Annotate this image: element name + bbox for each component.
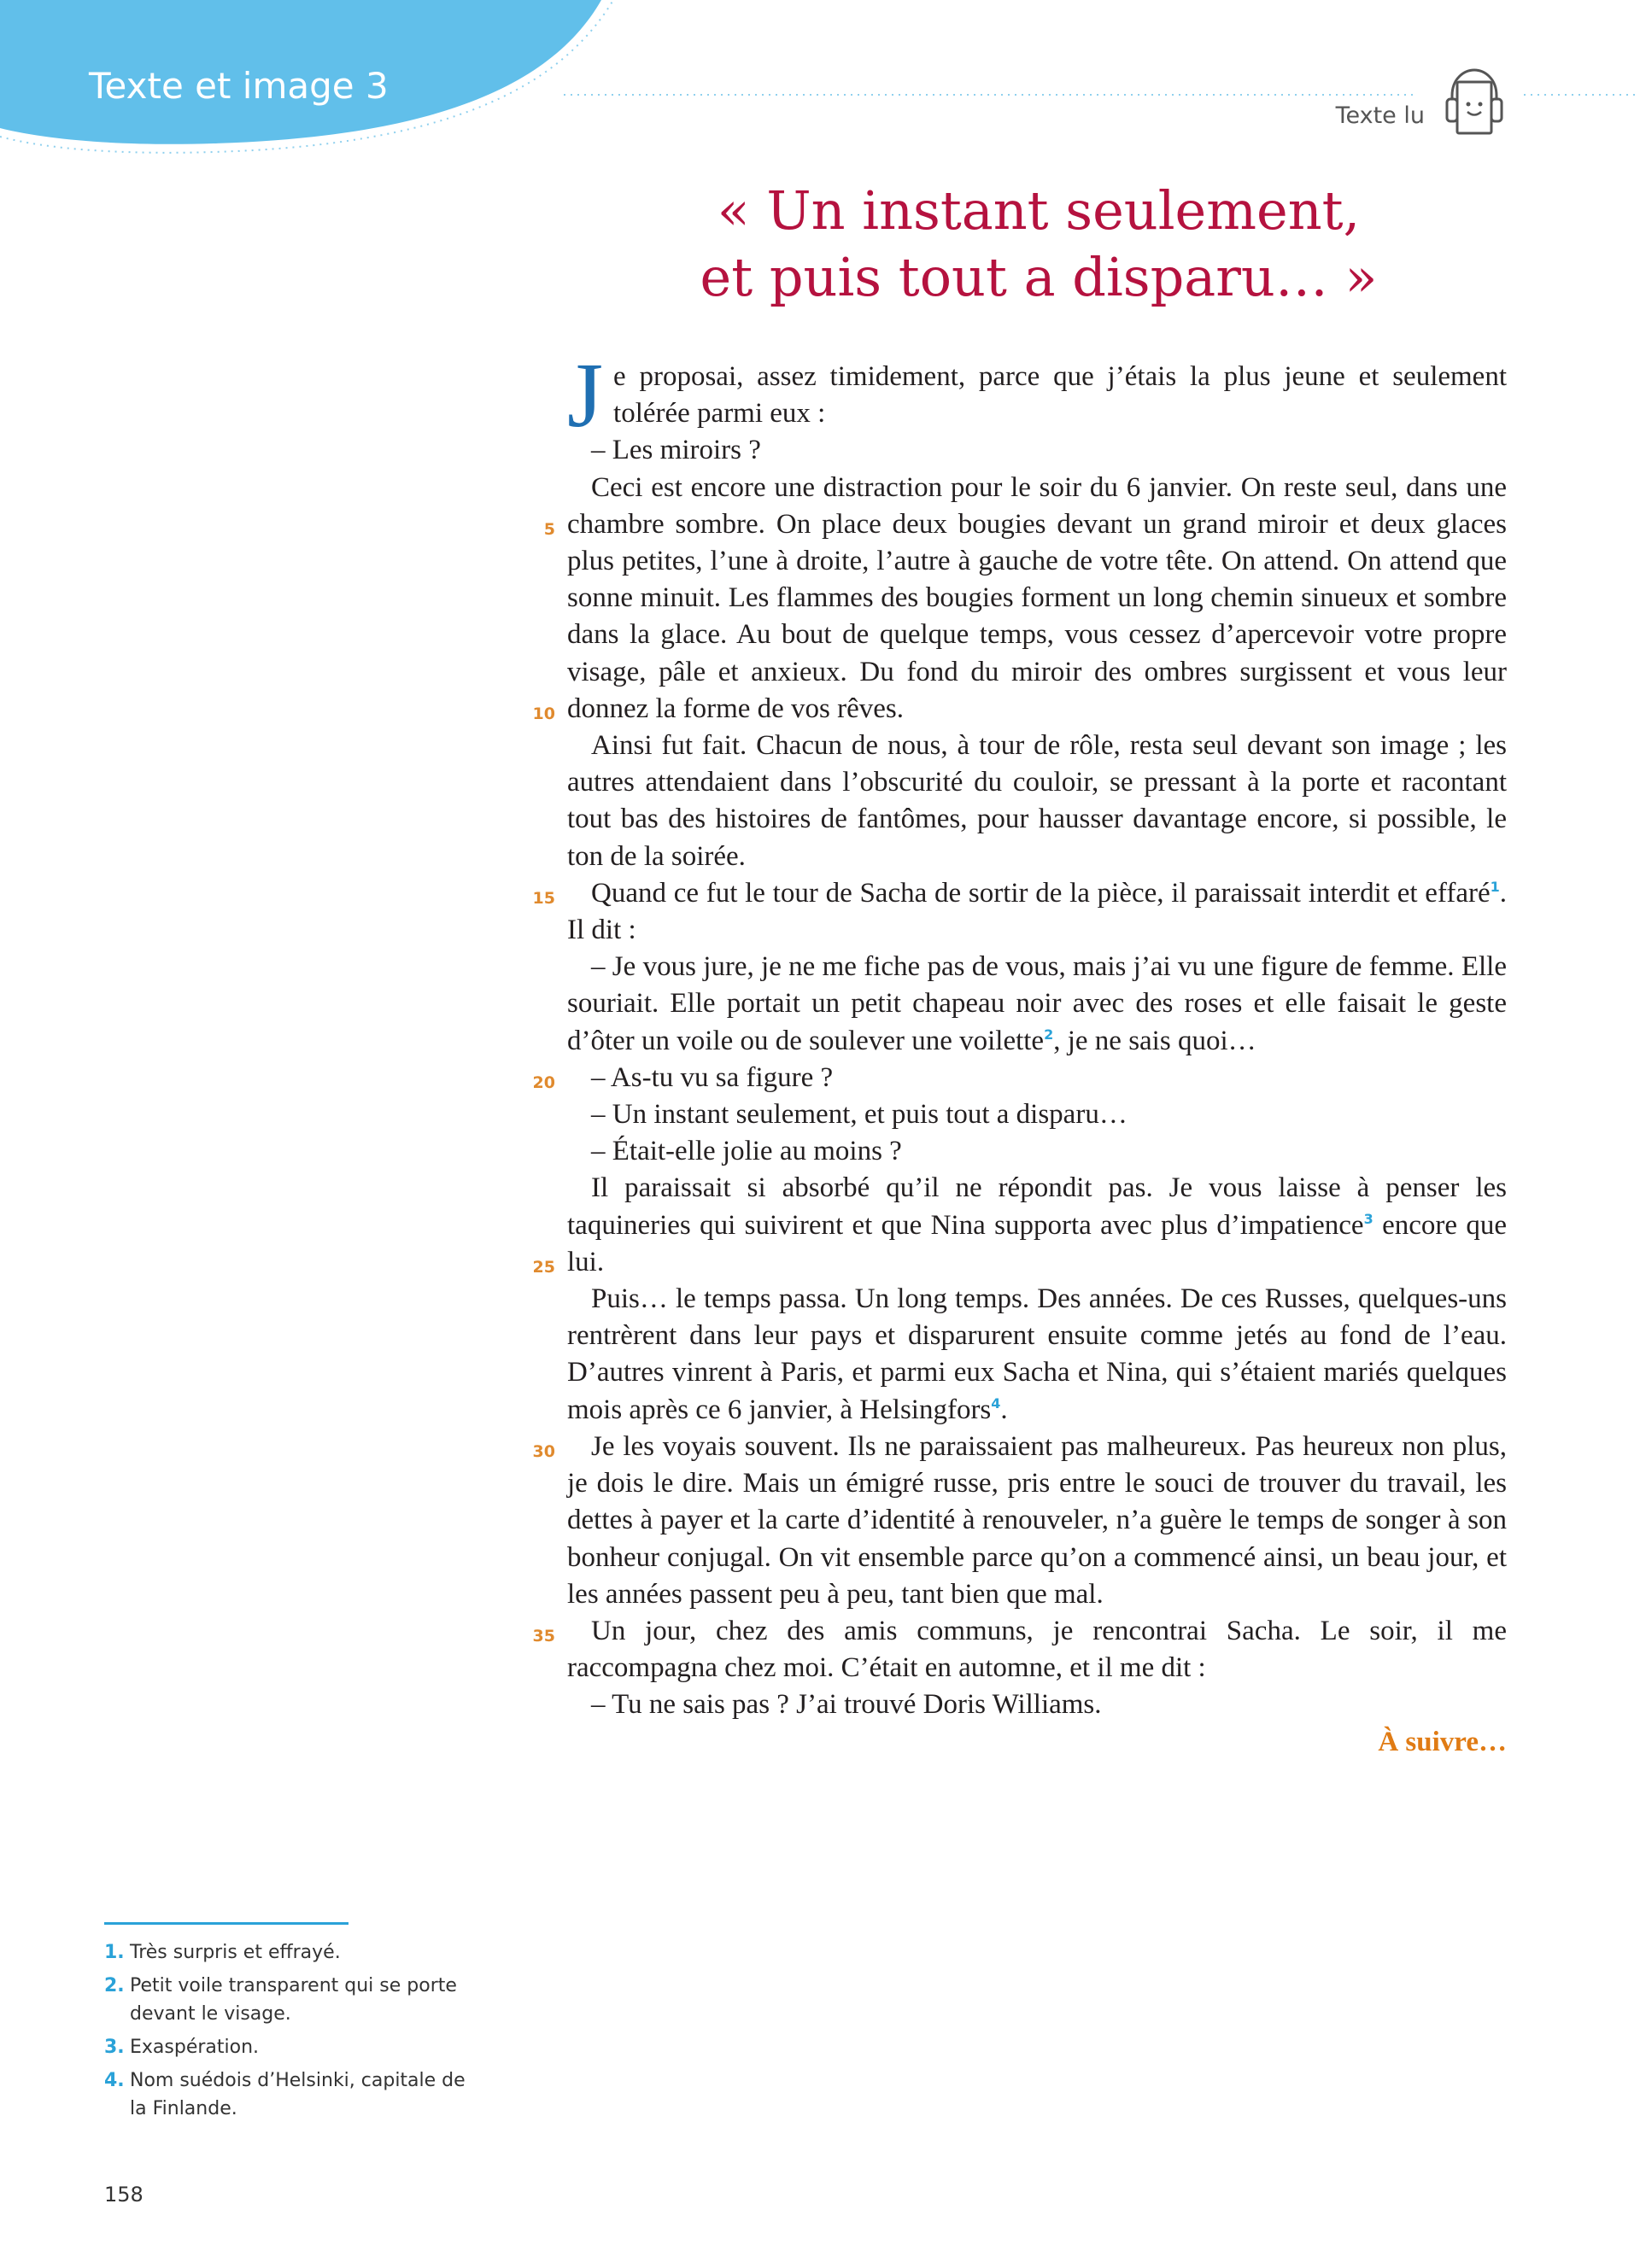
paragraph: Ainsi fut fait. Chacun de nous, à tour de rôle, resta seul devant son image ; les autres attendaient dans l’obscurité du couloir, se pressant à la porte et racontant tout bas des histoires de fantômes, pour hausser davantage encore, si possible, le ton de la soirée. [567,730,1507,872]
paragraph: Quand ce fut le tour de Sacha de sortir de la pièce, il paraissait interdit et effaré$^1$. Il dit : [567,877,1507,946]
page-number: 158 [104,2183,144,2207]
line-number: 20 [532,1073,555,1092]
footnote-ref[interactable]: 4 [991,1394,1001,1412]
to-be-continued: À suivre… [1378,1726,1507,1757]
line-number: 30 [532,1442,555,1461]
footnote-ref[interactable]: 3 [1363,1210,1374,1227]
line-number: 25 [532,1258,555,1277]
footnote-number: 3. [104,2037,125,2058]
paragraph: Puis… le temps passa. Un long temps. Des années. De ces Russes, quelques-uns rentrèrent dans leur pays et disparurent ensuite comme jetés au fond de l’eau. D’autres vinrent à Paris, et parmi eux Sacha et Nina, qui s’étaient mariés quelques mois après ce 6 janvier, à Helsingfors$^4$. [567,1283,1507,1425]
paragraph: – Un instant seulement, et puis tout a disparu… [591,1099,1128,1131]
paragraph: Un jour, chez des amis communs, je rencontrai Sacha. Le soir, il me raccompagna chez moi. C’était en automne, et il me dit : [567,1615,1507,1684]
line-number: 5 [543,520,555,539]
footnote-number: 4. [104,2070,125,2091]
drop-cap: J [567,345,604,447]
line-number: 10 [532,704,555,723]
footnote-text: Nom suédois d’Helsinki, capitale de la Finlande. [130,2070,466,2119]
footnote [104,2066,472,2123]
paragraph: – Je vous jure, je ne me fiche pas de vous, mais j’ai vu une figure de femme. Elle souriait. Elle portait un petit chapeau noir avec des roses et elle faisait le geste d’ôter un voile ou de soulever une voilette$^2$, je ne sais quoi… [567,951,1507,1056]
paragraph: Je proposai, assez timidement, parce que j’étais la plus jeune et seulement tolérée parmi eux : [567,345,1507,447]
footnote-number: 2. [104,1975,125,1996]
paragraph: – As-tu vu sa figure ? [591,1061,834,1093]
footnote-text: Petit voile transparent qui se porte devant le visage. [130,1975,457,2025]
paragraph: – Était-elle jolie au moins ? [591,1136,902,1167]
footnote-text: Très surpris et effrayé. [130,1942,341,1963]
audio-label: Texte lu [1335,102,1425,129]
footnote-ref[interactable]: 1 [1490,878,1500,895]
story-text [567,345,1508,1761]
section-title: Texte et image 3 [89,65,389,107]
paragraph: – Tu ne sais pas ? J’ai trouvé Doris Williams. [591,1689,1102,1721]
footnote-number: 1. [104,1942,125,1963]
title-line-1: « Un instant seulement, [717,179,1361,242]
paragraph: Je les voyais souvent. Ils ne paraissaient pas malheureux. Pas heureux non plus, je dois le dire. Mais un émigré russe, pris entre le souci de trouver du travail, les dettes à payer et la carte d’identité à renouveler, n’a guère le temps de songer à son bonheur conjugal. On vit ensemble parce qu’on a commencé ainsi, un beau jour, et les années passent peu à peu, tant bien que mal. [567,1430,1507,1610]
footnote-text: Exaspération. [130,2037,260,2058]
footnote [104,1938,472,1967]
line-number: 35 [532,1627,555,1645]
footnotes [104,1938,472,2128]
footnote-ref[interactable]: 2 [1044,1026,1054,1043]
paragraph: Il paraissait si absorbé qu’il ne répondit pas. Je vous laisse à penser les taquineries qui suivirent et que Nina supporta avec plus d’impatience$^3$ encore que lui. [567,1172,1508,1277]
footnote [104,2033,472,2061]
paragraph: Ceci est encore une distraction pour le soir du 6 janvier. On reste seul, dans une chambre sombre. On place deux bougies devant un grand miroir et deux glaces plus petites, l’une à droite, l’autre à gauche de votre tête. On attend. On attend que sonne minuit. Les flammes des bougies forment un long chemin sinueux et sombre dans la glace. Au bout de quelque temps, vous cessez d’apercevoir votre propre visage, pâle et anxieux. Du fond du miroir des ombres surgissent et vous leur donnez la forme de vos rêves. [567,471,1507,724]
footnote [104,1972,472,2028]
title-line-2: et puis tout a disparu… » [700,246,1378,308]
story-title [569,178,1508,311]
headphones-page-icon[interactable] [1440,67,1508,142]
line-number: 15 [532,889,555,908]
paragraph: – Les miroirs ? [591,435,761,466]
footnote-rule [104,1922,348,1925]
